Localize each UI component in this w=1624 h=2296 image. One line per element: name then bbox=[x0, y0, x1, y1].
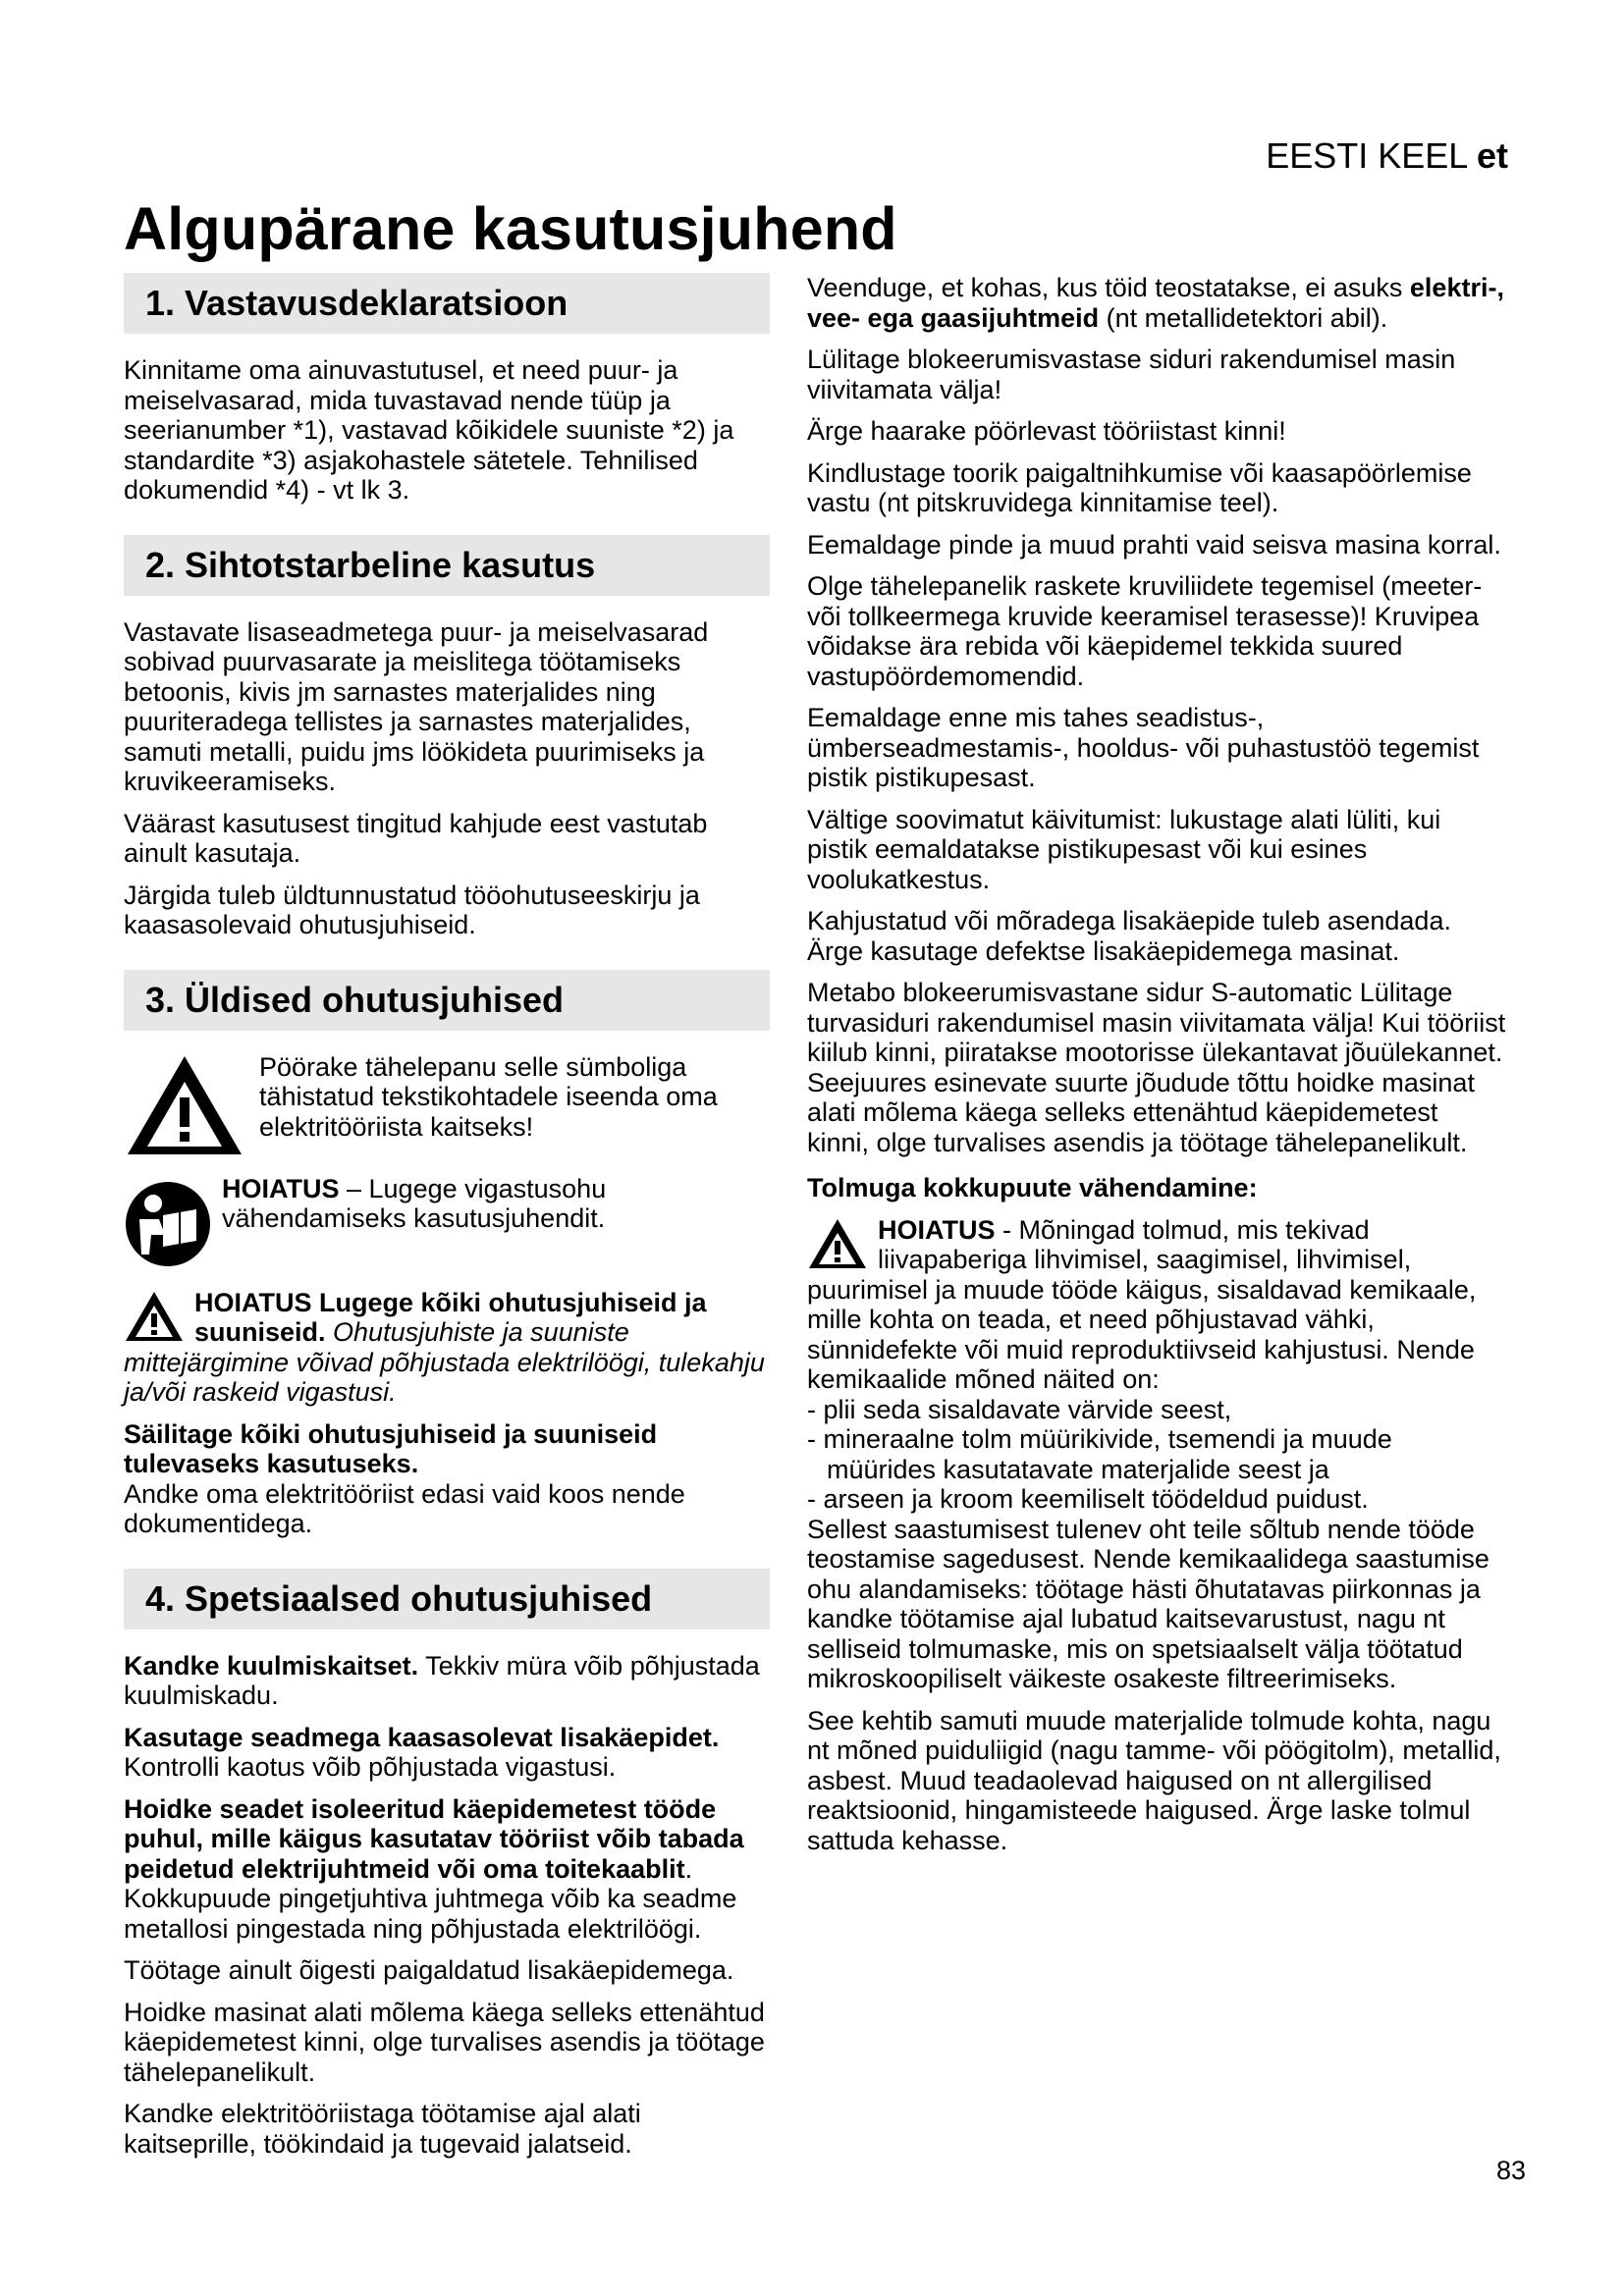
read-manual-body: – Lugege vigastusohu vähendamiseks kasutusjuhendit. bbox=[222, 1173, 607, 1233]
read-all-label: HOIATUS Lugege kõiki ohutusjuhiseid ja suuniseid. bbox=[194, 1287, 707, 1347]
right-item-1-b: (nt metallidetektori abil). bbox=[1099, 302, 1388, 333]
right-item-6: Olge tähelepanelik raskete kruviliidete tegemisel (meeter- või tollkeermega kruvide keeramisel terasesse)! Kruvipea võidakse ära rebida või käepidemel tekkida suured vastupöördemomendid. bbox=[807, 571, 1483, 691]
list-item: - mineraalne tolm müürikivide, tsemendi ja muude müürides kasutatavate materjalide seest ja bbox=[807, 1424, 1392, 1484]
section-4-item-2-body: Kontrolli kaotus võib põhjustada vigastusi. bbox=[124, 1752, 617, 1782]
dust-warning-label: HOIATUS bbox=[878, 1214, 996, 1245]
section-4-heading: 4. Spetsiaalsed ohutusjuhised bbox=[124, 1569, 770, 1629]
right-item-8: Vältige soovimatut käivitumist: lukustage alati lüliti, kui pistik eemaldatakse pistikupesast või kui esines voolukatkestus. bbox=[807, 804, 1441, 894]
right-item-4: Kindlustage toorik paigaltnihkumise või kaasapöörlemise vastu (nt pitskruvidega kinnitamise teel). bbox=[807, 457, 1472, 517]
keep-instructions bbox=[124, 1419, 770, 1539]
section-4-item-4: Töötage ainult õigesti paigaldatud lisakäepidemega. bbox=[124, 1955, 734, 1985]
read-manual-text bbox=[222, 1174, 770, 1234]
list-item: - arseen ja kroom keemiliselt töödeldud puidust. bbox=[807, 1484, 1369, 1514]
section-4-item-2-label: Kasutage seadmega kaasasolevat lisakäepidet. bbox=[124, 1722, 720, 1752]
dust-examples-list bbox=[807, 1395, 1506, 1515]
section-2-text-2: Väärast kasutusest tingitud kahjude eest vastutab ainult kasutaja. bbox=[124, 808, 708, 868]
right-item-2: Lülitage blokeerumisvastase siduri rakendumisel masin viivitamata välja! bbox=[807, 345, 1456, 404]
right-column bbox=[807, 273, 1506, 1867]
list-item: - plii seda sisaldavate värvide seest, bbox=[807, 1394, 1232, 1424]
dust-warning-body: - Mõningad tolmud, mis tekivad liivapaberiga lihvimisel, saagimisel, lihvimisel, puurimisel ja muude tööde käigus, sisaldavad kemikaale, mille kohta on teada, et need põhjustavad vähki, sünnidefekte või muid reproduktiivseid kahjustusi. Nende kemikaalide mõned näited on: bbox=[807, 1214, 1477, 1394]
right-item-1-a: Veenduge, et kohas, kus töid teostatakse, ei asuks bbox=[807, 273, 1410, 302]
keep-instructions-label: Säilitage kõiki ohutusjuhiseid ja suuniseid tulevaseks kasutuseks. bbox=[124, 1418, 658, 1478]
read-manual-note bbox=[124, 1174, 770, 1268]
section-4-item-3-body: . Kokkupuude pingetjuhtiva juhtmega võib ka seadme metallosi pingestada ning põhjustada elektrilöögi. bbox=[124, 1853, 737, 1944]
warning-symbol-note bbox=[124, 1052, 770, 1158]
section-1-text: Kinnitame oma ainuvastutusel, et need puur- ja meiselvasarad, mida tuvastavad nende tüüp ja seerianumber *1), vastavad kõikidele suuniste *2) ja standardite *3) asjakohastele sätetele. Tehnilised dokumendid *4) - vt lk 3. bbox=[124, 355, 734, 505]
page-number: 83 bbox=[1495, 2156, 1526, 2185]
section-3-heading: 3. Üldised ohutusjuhised bbox=[124, 970, 770, 1031]
section-2-text-3: Järgida tuleb üldtunnustatud tööohutuseeskirju ja kaasasolevaid ohutusjuhiseid. bbox=[124, 880, 700, 939]
dust-warning bbox=[807, 1215, 1506, 1395]
read-all-instructions bbox=[124, 1288, 770, 1408]
section-2-heading: 2. Sihtotstarbeline kasutus bbox=[124, 535, 770, 596]
keep-instructions-body: Andke oma elektritööriist edasi vaid koos nende dokumentidega. bbox=[124, 1478, 685, 1538]
section-4-item-1-label: Kandke kuulmiskaitset. bbox=[124, 1650, 419, 1681]
read-all-body: Ohutusjuhiste ja suuniste mittejärgimine võivad põhjustada elektrilöögi, tulekahju ja/või raskeid vigastusi. bbox=[124, 1317, 765, 1407]
right-item-7: Eemaldage enne mis tahes seadistus-, ümberseadmestamis-, hooldus- või puhastustöö tegemist pistik pistikupesast. bbox=[807, 703, 1480, 792]
warning-triangle-small-icon bbox=[807, 1217, 868, 1270]
right-item-1-bold: elektri-, vee- ega gaasijuhtmeid bbox=[807, 273, 1504, 333]
section-4-item-1-body: Tekkiv müra võib põhjustada kuulmiskadu. bbox=[124, 1650, 760, 1710]
language-code: et bbox=[1476, 135, 1508, 176]
warning-triangle-icon bbox=[124, 1052, 245, 1158]
section-4-item-5: Hoidke masinat alati mõlema käega selleks ettenähtud käepidemetest kinni, olge turvalises asendis ja töötage tähelepanelikult. bbox=[124, 1997, 765, 2087]
read-manual-icon bbox=[124, 1180, 212, 1268]
section-4-item-1 bbox=[124, 1651, 770, 1711]
section-4-item-3 bbox=[124, 1794, 770, 1945]
warning-symbol-text: Pöörake tähelepanu selle sümboliga tähistatud tekstikohtadele iseenda oma elektritööriista kaitseks! bbox=[259, 1051, 718, 1142]
page-title: Algupärane kasutusjuhend bbox=[124, 195, 897, 262]
language-label bbox=[1266, 135, 1508, 177]
section-4-item-3-label: Hoidke seadet isoleeritud käepidemetest tööde puhul, mille käigus kasutatav tööriist võib tabada peidetud elektrijuhtmeid või oma toitekaablit bbox=[124, 1793, 744, 1884]
right-item-10: Metabo blokeerumisvastane sidur S-automatic Lülitage turvasiduri rakendumisel masin viivitamata välja! Kui tööriist kiilub kinni, piiratakse mootorisse ülekantavat jõuülekannet. Seejuures esinevate suurte jõudude tõttu hoidke masinat alati mõlema käega selleks ettenähtud käepidemetest kinni, olge turvalises asendis ja töötage tähelepanelikult. bbox=[807, 978, 1506, 1157]
section-4-item-2 bbox=[124, 1723, 770, 1783]
section-2-text-1: Vastavate lisaseadmetega puur- ja meiselvasarad sobivad puurvasarate ja meislitega töötamiseks betoonis, kivis jm sarnastes materjalides ning puuriteradega tellistes ja sarnastes materjalides, samuti metalli, puidu jms löökideta puurimiseks ja kruvikeeramiseks. bbox=[124, 616, 709, 796]
section-4-item-6: Kandke elektritööriistaga töötamise ajal alati kaitseprille, töökindaid ja tugevaid jalatseid. bbox=[124, 2099, 641, 2159]
right-item-3: Ärge haarake pöörlevast tööriistast kinni! bbox=[807, 416, 1286, 446]
warning-triangle-small-icon bbox=[124, 1290, 185, 1343]
left-column bbox=[124, 273, 770, 2170]
dust-text-2: Sellest saastumisest tulenev oht teile sõltub nende tööde teostamise sagedusest. Nende kemikaalidega saastumise ohu alandamiseks: töötage hästi õhutatavas piirkonnas ja kandke töötamise ajal lubatud kaitsevarustust, nagu nt selliseid tolmumaske, mis on spetsiaalselt välja töötatud mikroskoopiliselt väikeste osakeste filtreerimiseks. bbox=[807, 1514, 1489, 1693]
section-1-heading: 1. Vastavusdeklaratsioon bbox=[124, 273, 770, 334]
dust-text-3: See kehtib samuti muude materjalide tolmude kohta, nagu nt mõned puiduliigid (nagu tamme- või pöögitolm), metallid, asbest. Muud teadaolevad haigused on nt allergilised reaktsioonid, hingamisteede haigused. Ärge laske tolmul sattuda kehasse. bbox=[807, 1705, 1501, 1855]
dust-heading: Tolmuga kokkupuute vähendamine: bbox=[807, 1173, 1258, 1202]
language-name: EESTI KEEL bbox=[1266, 135, 1467, 176]
right-item-5: Eemaldage pinde ja muud prahti vaid seisva masina korral. bbox=[807, 529, 1501, 560]
read-manual-label: HOIATUS bbox=[222, 1173, 340, 1203]
right-item-9: Kahjustatud või mõradega lisakäepide tuleb asendada. Ärge kasutage defektse lisakäepidemega masinat. bbox=[807, 906, 1451, 966]
right-item-1 bbox=[807, 273, 1506, 333]
